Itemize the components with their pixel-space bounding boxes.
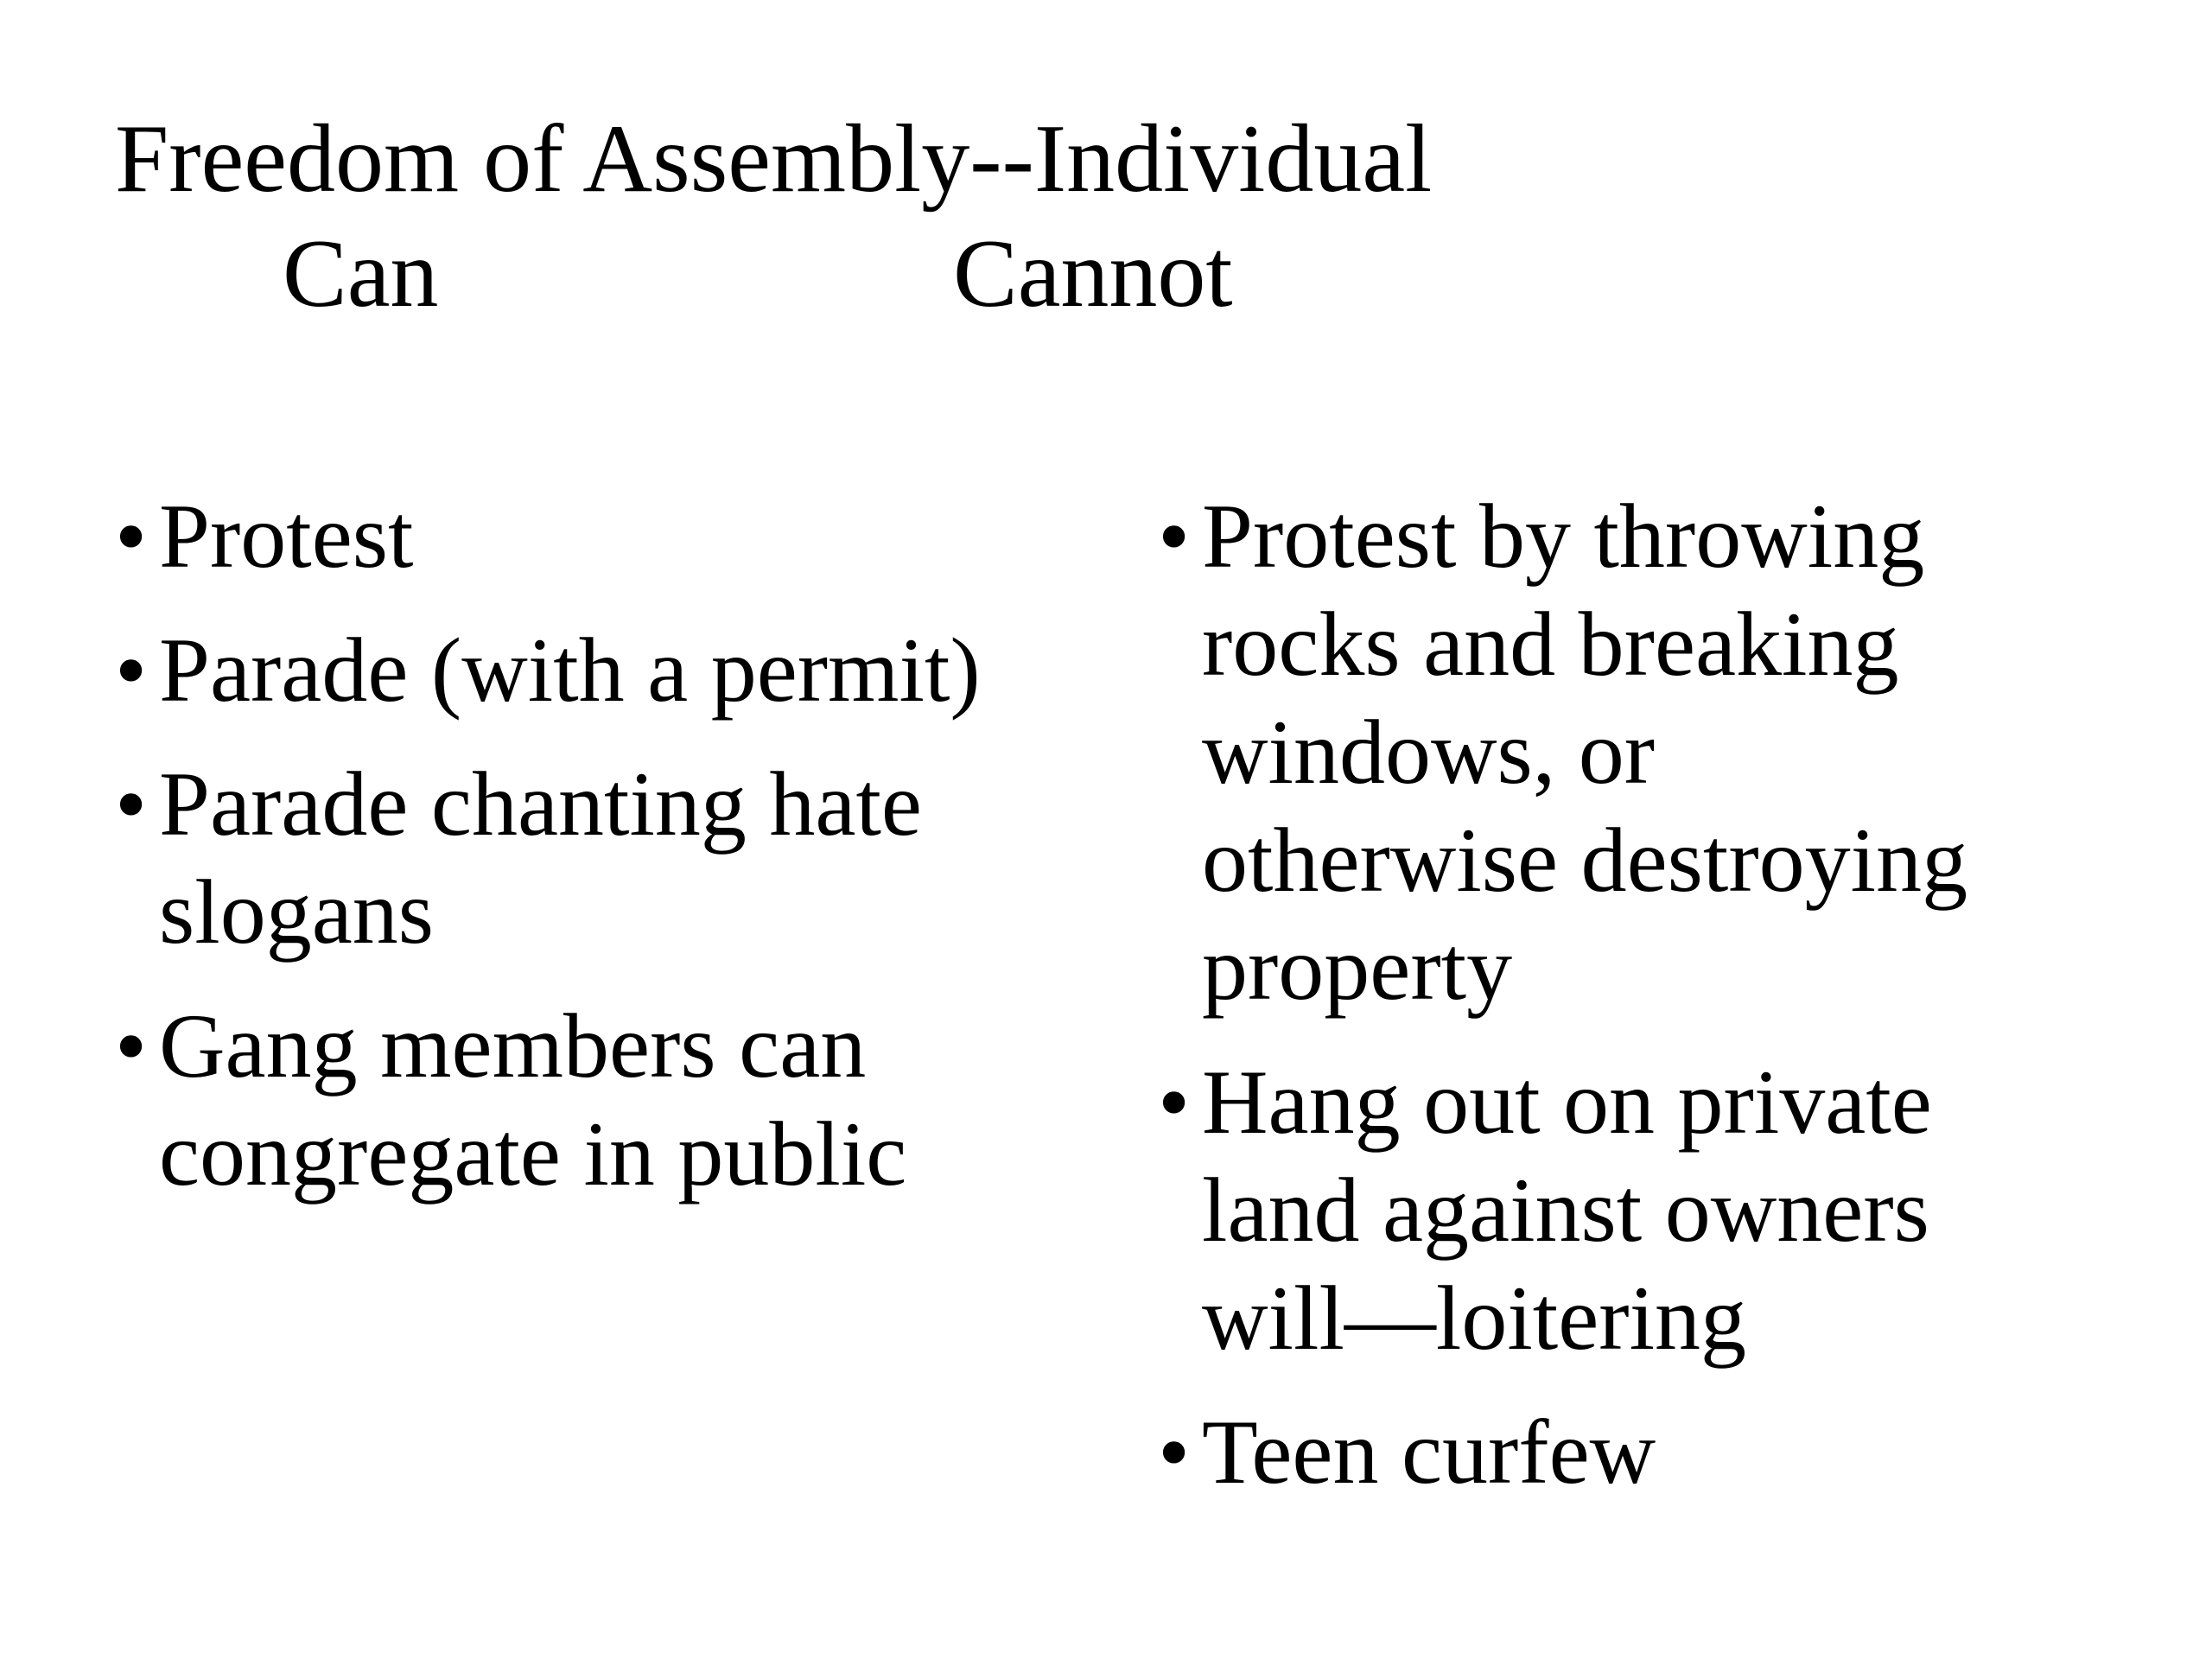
bullet-icon: • [1158, 1402, 1191, 1503]
list-item [115, 482, 1117, 590]
bullet-icon: • [115, 486, 148, 587]
list-item-text: Protest [159, 486, 414, 587]
list-item-text: property [1202, 918, 1513, 1019]
list-item [115, 992, 1117, 1208]
can-list [115, 482, 1117, 1234]
bullet-icon: • [115, 620, 148, 721]
list-item-text: Parade chanting hate [159, 753, 922, 855]
list-item [115, 616, 1117, 724]
list-item-text: Protest by throwing [1202, 486, 1925, 587]
list-item-text: Hang out on private [1202, 1052, 1932, 1153]
list-item [115, 750, 1117, 966]
list-item-text: windows, or [1202, 702, 1656, 803]
bullet-icon: • [1158, 486, 1191, 587]
list-item-text: congregate in public [159, 1103, 907, 1205]
list-item-text: otherwise destroying [1202, 810, 1968, 911]
cannot-list [1158, 482, 2152, 1532]
list-item [1158, 1398, 2152, 1506]
list-item-text: rocks and breaking [1202, 594, 1899, 695]
can-column-heading: Can [283, 220, 439, 327]
list-item-text: land against owners [1202, 1160, 1929, 1261]
bullet-icon: • [115, 753, 148, 855]
slide-title: Freedom of Assembly--Individual [115, 105, 1433, 213]
bullet-icon: • [115, 995, 148, 1096]
list-item [1158, 1048, 2152, 1372]
list-item-text: Teen curfew [1202, 1402, 1656, 1503]
list-item-text: will—loitering [1202, 1268, 1747, 1369]
list-item-text: Parade (with a permit) [159, 620, 981, 721]
bullet-icon: • [1158, 1052, 1191, 1153]
cannot-column-heading: Cannot [953, 220, 1233, 327]
list-item-text: slogans [159, 861, 434, 963]
list-item-text: Gang members can [159, 995, 867, 1096]
list-item [1158, 482, 2152, 1022]
